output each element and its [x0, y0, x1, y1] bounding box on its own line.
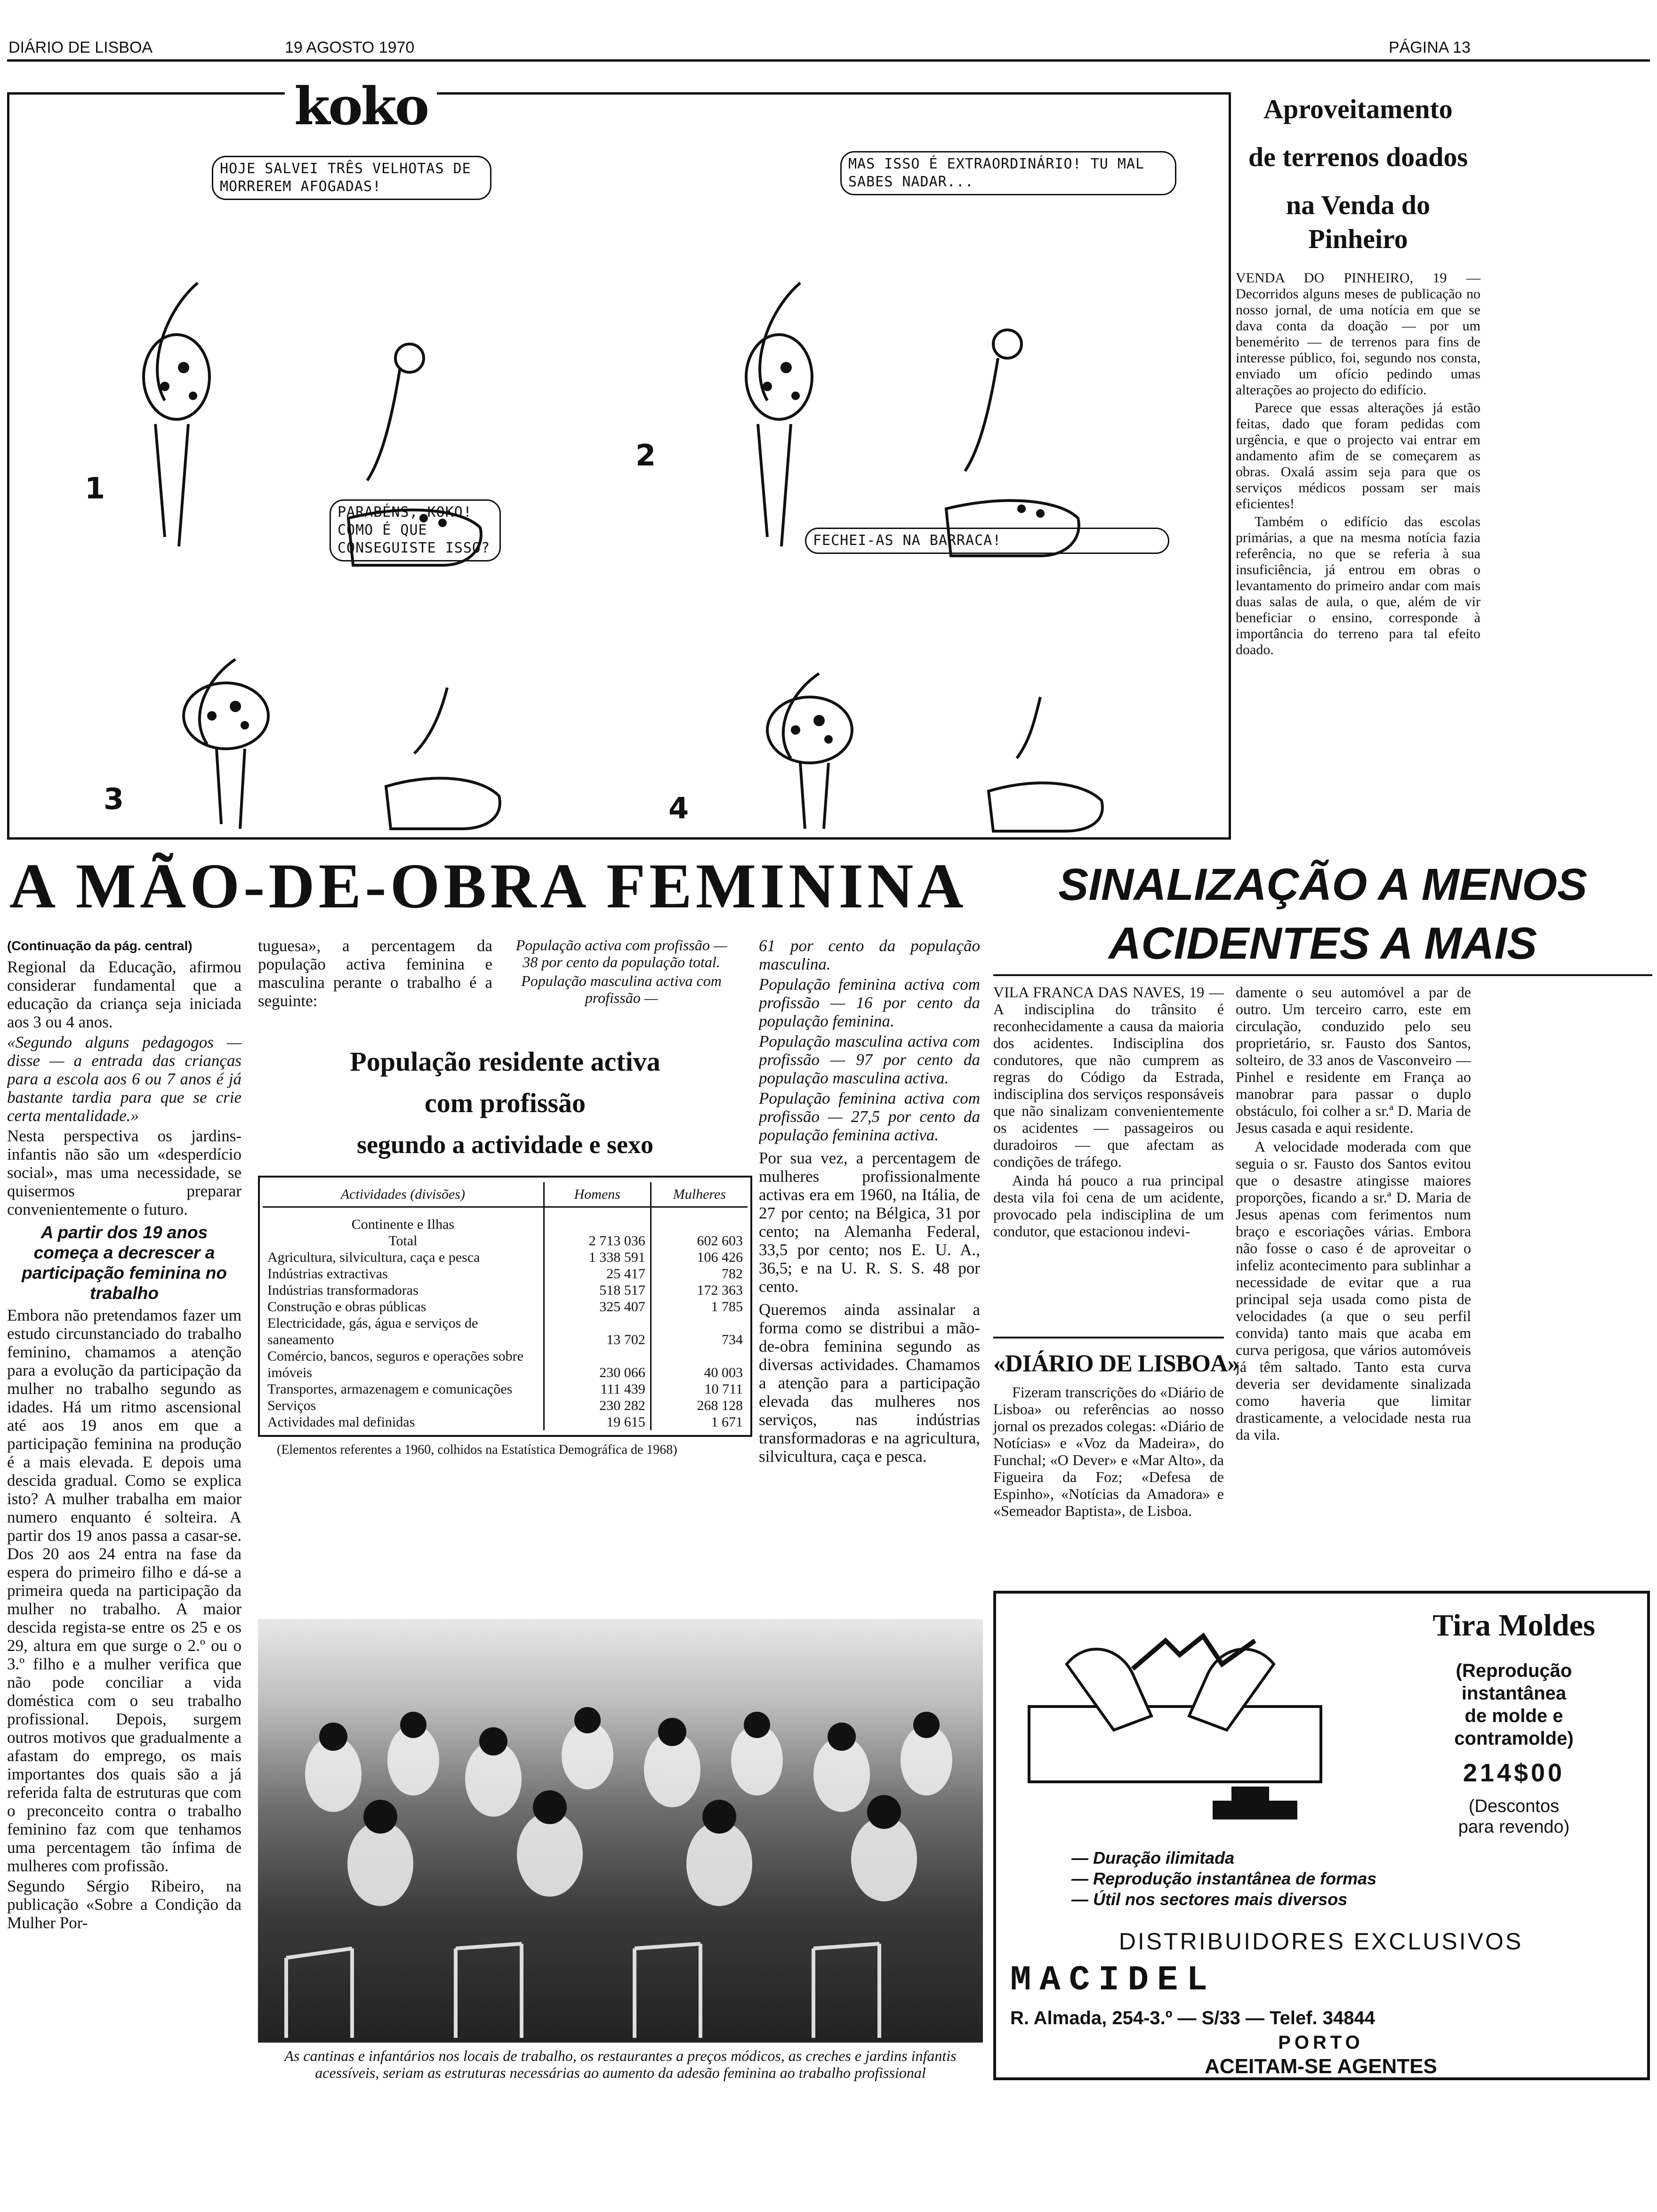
sidebar-article	[1236, 92, 1480, 841]
table-title-line: com profissão	[424, 1088, 586, 1118]
row-women: 10 711	[651, 1381, 748, 1397]
sinalizacao-rule	[993, 974, 1652, 976]
row-label: Indústrias extractivas	[267, 1266, 388, 1282]
tira-moldes-ad	[993, 1591, 1650, 2080]
comic-drawing	[9, 95, 1229, 837]
sidebar-paragraph: VENDA DO PINHEIRO, 19 — Decorridos alguns meses de publicação no nosso jornal, de uma notícia em que se dava conta da doação — por um benemérito — de terrenos para fins de interesse público, foi, segundo nos consta, enviado um ofício pedindo umas alterações ao projecto do edifício.	[1236, 270, 1480, 398]
col1-paragraph: Nesta perspectiva os jardins-infantis não são um «desperdício social», mas uma necessidade, se quisermos preparar convenientemente o futuro.	[7, 1127, 241, 1218]
panel-1-speech: HOJE SALVEI TRÊS VELHOTAS DE MORREREM AFOGADAS!	[212, 156, 491, 200]
ad-feature: — Duração ilimitada	[1071, 1848, 1235, 1867]
sinalizacao-paragraph: damente o seu automóvel a par de outro. Um terceiro carro, este em circulação, conduzido pelo seu proprietário, sr. Fausto dos Santos, solteiro, de 33 anos de Vasconveiro — Pinhel e residente em França ao manobrar para passar o duplo obstáculo, foi colher a sr.ª D. Maria de Jesus casada e aqui residente.	[1236, 984, 1471, 1136]
panel-3-speech: PARABÉNS, KOKO! COMO É QUE CONSEGUISTE ISSO?	[330, 499, 501, 561]
ad-feature: — Útil nos sectores mais diversos	[1071, 1890, 1348, 1909]
row-men: 325 407	[544, 1298, 651, 1315]
comic-strip	[7, 76, 1231, 840]
main-col-2-intro	[258, 937, 492, 1012]
col4-paragraph: População feminina activa com profissão — 16 por cento da população feminina.	[759, 975, 980, 1030]
row-women: 602 603	[651, 1233, 748, 1249]
table-title	[258, 1045, 752, 1162]
row-women: 1 785	[651, 1298, 748, 1315]
col-header-men: Homens	[544, 1182, 651, 1207]
table-row	[263, 1348, 748, 1381]
row-women: 782	[651, 1266, 748, 1282]
row-label: Comércio, bancos, seguros e operações sobre imóveis	[267, 1348, 523, 1380]
row-men: 13 702	[544, 1315, 651, 1348]
col1-paragraph: Segundo Sérgio Ribeiro, na publicação «Sobre a Condição da Mulher Por-	[7, 1877, 241, 1932]
row-label: Construção e obras públicas	[267, 1299, 426, 1314]
row-men: 19 615	[544, 1414, 651, 1430]
sidebar-body	[1236, 270, 1480, 658]
row-label: Total	[388, 1233, 418, 1249]
diario-box-title: «DIÁRIO DE LISBOA»	[993, 1350, 1239, 1377]
diario-rule	[993, 1337, 1224, 1338]
table-row	[263, 1249, 748, 1266]
table-row	[263, 1207, 748, 1233]
row-men: 111 439	[544, 1381, 651, 1397]
col2-paragraph: tuguesa», a percentagem da população activa feminina e masculina perante o trabalho é a seguinte:	[258, 937, 492, 1010]
sidebar-headline	[1236, 92, 1480, 256]
col4-paragraph: Queremos ainda assinalar a forma como se distribui a mão-de-obra feminina segundo as diversas actividades. Chamamos a atenção para a participação elevada das mulheres nos serviços, nas indústrias transformadoras e na agricultura, silvicultura, caça e pesca.	[759, 1300, 980, 1466]
ad-discount	[1387, 1796, 1641, 1837]
table-title-line: segundo a actividade e sexo	[356, 1130, 654, 1159]
col1-subhead: A partir dos 19 anos começa a decrescer a participação feminina no trabalho	[22, 1223, 227, 1303]
row-men: 1 338 591	[544, 1249, 651, 1266]
sinalizacao-col-1	[993, 984, 1224, 1242]
row-label: Serviços	[267, 1398, 316, 1413]
ad-company: MACIDEL	[1010, 1961, 1216, 2000]
page-number: PÁGINA 13	[1389, 39, 1471, 56]
sidebar-paragraph: Também o edifício das escolas primárias, a que na mesma notícia fazia referência, no que se referia à sua insuficiência, já entrou em obras o levantamento do primeiro andar com mais duas salas de aula, o que, além de vir beneficiar o ensino, corresponde à importância do terreno para tal efeito doado.	[1236, 514, 1480, 657]
col1-paragraph: Embora não pretendamos fazer um estudo circunstanciado do trabalho feminino, chamamos a atenção para a evolução da participação da mulher no trabalho segundo as idades. Há um ritmo ascensional até aos 19 anos em que a participação feminina na produção é a mais elevada. E depois uma descida gradual. Como se explica isto? A mulher trabalha em maior numero enquanto é solteira. A partir dos 19 anos passa a casar-se. Dos 20 aos 24 entra na fase da espera do primeiro filho e dá-se a primeira queda na participação da mulher no trabalho. A maior descida regista-se entre os 25 e os 29, altura em que surge o 2.º ou o 3.º filho e a mulher verifica que não pode conciliar a vida doméstica com o seu trabalho profissional. Depois, surgem outros motivos que gradualmente a afastam do emprego, os mais importantes dos quais são a já referida falta de estruturas que com o preconceito contra o trabalho feminino faz com que tenhamos uma percentagem tão ínfima de mulheres com profissão.	[7, 1306, 241, 1875]
panel-4-speech: FECHEI-AS NA BARRACA!	[805, 528, 1169, 554]
sinalizacao-paragraph: A velocidade moderada com que seguia o sr. Fausto dos Santos evitou que o desastre atingisse maiores proporções, ficando a sr.ª D. Maria de Jesus apenas com ferimentos num braço e escoriações várias. Embora não fosse o caso é de aproveitar o infeliz acontecimento para sublinhar a necessidade de evitar que a rua principal seja usada como pista de velocidades (a que o seu perfil convida) tanto mais que acaba em curva perigosa, que vários automóveis já têm saltado. Tanto esta curva deveria ser devidamente sinalizada como haveria que limitar drasticamente, a velocidade nesta rua da vila.	[1236, 1138, 1471, 1443]
sinalizacao-paragraph: Ainda há pouco a rua principal desta vila foi cena de um acidente, provocado pela indisciplina de um condutor, que estacionou indevi-	[993, 1172, 1224, 1240]
ad-tagline-line: de molde e	[1464, 1706, 1563, 1726]
ad-agents: ACEITAM-SE AGENTES	[1205, 2055, 1437, 2078]
sinalizacao-headline-2: ACIDENTES A MAIS	[1108, 918, 1537, 969]
row-women: 40 003	[651, 1348, 748, 1381]
ad-address: R. Almada, 254-3.º — S/33 — Telef. 34844	[1010, 2008, 1375, 2028]
ad-brand: Tira Moldes	[1432, 1608, 1595, 1643]
diario-box-text: Fizeram transcrições do «Diário de Lisboa» ou referências ao nosso jornal os prezados colegas: «Diário de Notícias» e «Voz da Madeira», do Funchal; «O Dever» e «Mar Alto», da Figueira da Foz; «Defesa de Espinho», «Notícias da Amadora» e «Semeador Baptista», de Lisboa.	[993, 1384, 1224, 1519]
row-women	[651, 1207, 748, 1233]
col4-paragraph: População masculina activa com profissão — 97 por cento da população masculina activa.	[759, 1032, 980, 1087]
paper-name: DIÁRIO DE LISBOA	[8, 39, 153, 56]
col-header-activity: Actividades (divisões)	[263, 1182, 544, 1207]
panel-1-number: 1	[85, 471, 105, 505]
ad-features	[1071, 1848, 1636, 1910]
sinalizacao-col-2	[1236, 984, 1471, 1539]
ad-tagline-line: (Reprodução	[1456, 1660, 1572, 1681]
table-source: (Elementos referentes a 1960, colhidos na Estatística Demográfica de 1968)	[277, 1443, 677, 1457]
sidebar-headline-line: na Venda do Pinheiro	[1286, 190, 1431, 254]
col1-paragraph: Regional da Educação, afirmou considerar fundamental que a educação da criança seja iniciada aos 3 ou 4 anos.	[7, 958, 241, 1031]
main-col-4	[759, 937, 980, 1624]
row-women: 734	[651, 1315, 748, 1348]
table-row	[263, 1315, 748, 1348]
stats-table-box	[258, 1031, 752, 1458]
panel-4-number: 4	[668, 791, 689, 825]
table-row	[263, 1381, 748, 1397]
panel-2-speech: MAS ISSO É EXTRAORDINÁRIO! TU MAL SABES NADAR...	[840, 151, 1176, 195]
main-col-1	[7, 937, 241, 2198]
table-title-line: População residente activa	[350, 1046, 660, 1077]
table-frame	[258, 1176, 752, 1437]
sinalizacao-headline-1: SINALIZAÇÃO A MENOS	[1058, 859, 1587, 910]
row-men: 25 417	[544, 1266, 651, 1282]
table-row	[263, 1266, 748, 1282]
table-row	[263, 1414, 748, 1430]
ad-discount-line: (Descontos	[1468, 1796, 1560, 1816]
canteen-photo	[258, 1619, 983, 2043]
table-row	[263, 1282, 748, 1298]
stats-table	[263, 1182, 748, 1430]
row-men: 2 713 036	[544, 1233, 651, 1249]
row-label: Actividades mal definidas	[267, 1414, 415, 1430]
row-women: 172 363	[651, 1282, 748, 1298]
ad-city: PORTO	[1278, 2032, 1364, 2053]
panel-3-number: 3	[104, 782, 124, 816]
ad-price: 214$00	[1463, 1759, 1565, 1787]
row-label: Continente e Ilhas	[351, 1217, 455, 1232]
ad-feature: — Reprodução instantânea de formas	[1071, 1869, 1377, 1888]
row-men: 230 282	[544, 1397, 651, 1414]
main-headline: A MÃO-DE-OBRA FEMININA	[9, 851, 967, 922]
header-rule	[7, 59, 1650, 62]
continuation-note: (Continuação da pág. central)	[7, 938, 193, 953]
mould-illustration	[1010, 1612, 1349, 1838]
sidebar-headline-line: de terrenos doados	[1248, 142, 1468, 172]
comic-title: koko	[285, 76, 437, 136]
col4-paragraph: 61 por cento da população masculina.	[759, 937, 980, 973]
row-label: Electricidade, gás, água e serviços de saneamento	[267, 1315, 478, 1347]
table-row	[263, 1298, 748, 1315]
table-row	[263, 1397, 748, 1414]
col4-paragraph: População feminina activa com profissão — 27,5 por cento da população feminina activa.	[759, 1089, 980, 1144]
main-col-3-intro	[508, 937, 734, 1008]
issue-date: 19 AGOSTO 1970	[285, 39, 415, 56]
photo-caption: As cantinas e infantários nos locais de trabalho, os restaurantes a preços módicos, as creches e jardins infantis acessíveis, seriam as estruturas necessárias ao aumento da adesão feminina ao trabalho profissional	[284, 2047, 957, 2081]
sidebar-paragraph: Parece que essas alterações já estão feitas, dado que foram pedidas com urgência, e que o projecto vai entrar em andamento afim de se começarem as obras. Oxalá assim seja para que os serviços médicos possam ser mais eficientes!	[1236, 400, 1480, 512]
row-women: 106 426	[651, 1249, 748, 1266]
row-men	[544, 1207, 651, 1233]
ad-tagline-line: contramolde)	[1454, 1728, 1574, 1749]
col-header-women: Mulheres	[651, 1182, 748, 1207]
col4-paragraph: Por sua vez, a percentagem de mulheres profissionalmente activas era em 1960, na Itália, de 27 por cento; na Bélgica, 31 por cento; na Alemanha Federal, 33,5 por cento; nos E. U. A., 36,5; e na U. R. S. S. 48 por cento.	[759, 1149, 980, 1296]
row-label: Indústrias transformadoras	[267, 1282, 418, 1298]
row-label: Agricultura, silvicultura, caça e pesca	[267, 1250, 480, 1265]
ad-tagline	[1387, 1659, 1641, 1750]
sidebar-headline-line: Aproveitamento	[1263, 94, 1453, 124]
row-label: Transportes, armazenagem e comunicações	[267, 1381, 513, 1397]
col3-paragraph: População activa com profissão — 38 por cento da população total.	[515, 937, 727, 970]
row-men: 518 517	[544, 1282, 651, 1298]
photo-scene	[258, 1619, 983, 2043]
panel-2-number: 2	[635, 438, 656, 473]
ad-discount-line: para revendo)	[1458, 1817, 1570, 1837]
sinalizacao-paragraph: VILA FRANCA DAS NAVES, 19 — A indisciplina do trânsito é reconhecidamente a causa da maioria dos acidentes. Indisciplina dos condutores, que não cumprem as regras do Código da Estrada, indisciplina dos serviços responsáveis que não sinalizam convenientemente os acidentes — passageiros ou duradoiros — que afectam as condições de tráfego.	[993, 984, 1224, 1170]
ad-distrib: DISTRIBUIDORES EXCLUSIVOS	[1118, 1928, 1523, 1955]
col3-paragraph: População masculina activa com profissão —	[521, 972, 722, 1006]
ad-tagline-line: instantânea	[1461, 1683, 1567, 1704]
row-women: 268 128	[651, 1397, 748, 1414]
row-women: 1 671	[651, 1414, 748, 1430]
row-men: 230 066	[544, 1348, 651, 1381]
table-row	[263, 1233, 748, 1249]
col1-quote: «Segundo alguns pedagogos — disse — a entrada das crianças para a escola aos 6 ou 7 anos é já bastante tardia para que se crie certa mentalidade.»	[7, 1033, 241, 1125]
diario-box	[993, 1337, 1239, 1519]
